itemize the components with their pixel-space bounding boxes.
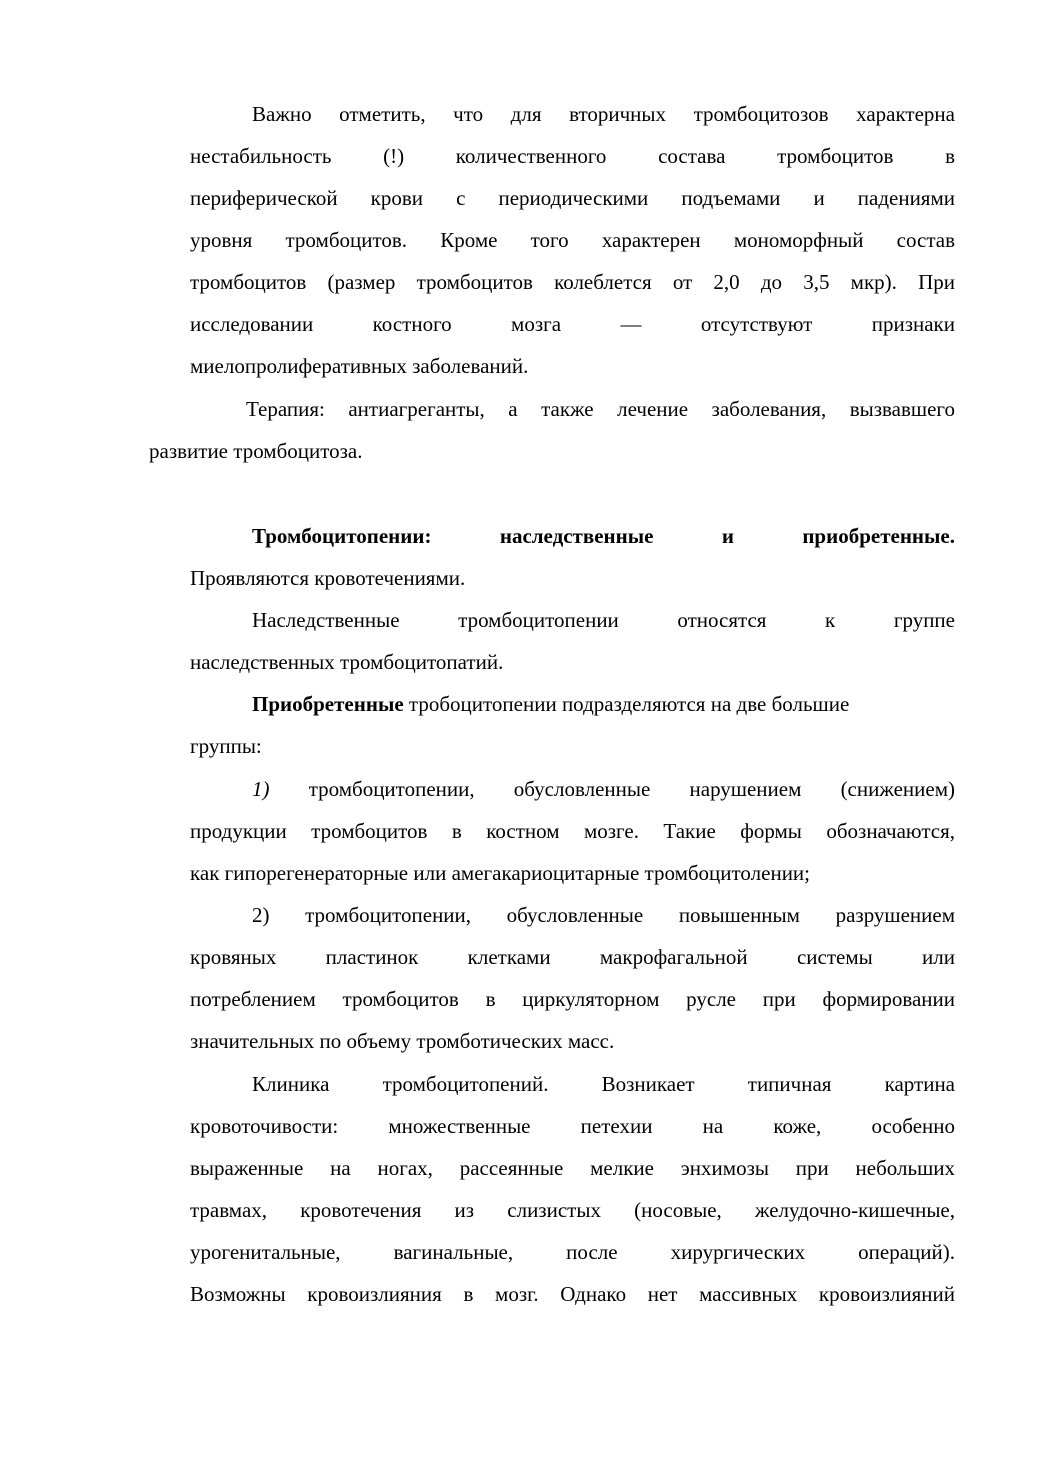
paragraph-manifestation-line: Проявляются кровотечениями. xyxy=(190,566,466,590)
paragraph-acquired-line: группы: xyxy=(190,734,262,758)
list-item-one-line: как гипорегенераторные или амегакариоцитарные тромбоцитолении; xyxy=(190,861,811,885)
paragraph-secondary-thrombocytosis-line: нестабильность (!) количественного состава тромбоцитов в xyxy=(190,144,955,168)
list-item-two-line: значительных по объему тромботических масс. xyxy=(190,1029,615,1053)
paragraph-secondary-thrombocytosis-line: исследовании костного мозга — отсутствуют признаки xyxy=(190,312,955,336)
paragraph-secondary-thrombocytosis-line: тромбоцитов (размер тромбоцитов колеблется от 2,0 до 3,5 мкр). При xyxy=(190,270,955,294)
list-item-two-line: 2) тромбоцитопении, обусловленные повышенным разрушением xyxy=(252,903,955,927)
paragraph-clinic-line: травмах, кровотечения из слизистых (носовые, желудочно-кишечные, xyxy=(190,1198,955,1222)
list-item-two-line: кровяных пластинок клетками макрофагальной системы или xyxy=(190,945,955,969)
section-heading-thrombocytopenia: Тромбоцитопении: наследственные и приобретенные. xyxy=(252,524,955,548)
list-item-one-text: тромбоцитопении, обусловленные нарушением (снижением) xyxy=(269,777,955,801)
list-item-one-line xyxy=(252,775,955,803)
paragraph-hereditary-line: наследственных тромбоцитопатий. xyxy=(190,650,504,674)
paragraph-therapy-line: развитие тромбоцитоза. xyxy=(149,439,363,463)
paragraph-hereditary-line: Наследственные тромбоцитопении относятся к группе xyxy=(252,608,955,632)
paragraph-secondary-thrombocytosis-line: уровня тромбоцитов. Кроме того характерен мономорфный состав xyxy=(190,228,955,252)
paragraph-therapy-line: Терапия: антиагреганты, а также лечение заболевания, вызвавшего xyxy=(246,397,955,421)
paragraph-clinic-line: урогенитальные, вагинальные, после хирургических операций). xyxy=(190,1240,955,1264)
paragraph-clinic-line: Клиника тромбоцитопений. Возникает типичная картина xyxy=(252,1072,955,1096)
paragraph-secondary-thrombocytosis-line: Важно отметить, что для вторичных тромбоцитозов характерна xyxy=(252,102,955,126)
paragraph-secondary-thrombocytosis-line: миелопролиферативных заболеваний. xyxy=(190,354,529,378)
paragraph-acquired-line xyxy=(252,690,849,718)
acquired-line-text: тробоцитопении подразделяются на две большие xyxy=(403,692,850,716)
list-item-two-line: потреблением тромбоцитов в циркуляторном русле при формировании xyxy=(190,987,955,1011)
acquired-bold-term: Приобретенные xyxy=(252,692,404,716)
paragraph-secondary-thrombocytosis-line: периферической крови с периодическими подъемами и падениями xyxy=(190,186,955,210)
list-marker-one: 1) xyxy=(252,777,270,801)
paragraph-clinic-line: кровоточивости: множественные петехии на коже, особенно xyxy=(190,1114,955,1138)
paragraph-clinic-line: выраженные на ногах, рассеянные мелкие энхимозы при небольших xyxy=(190,1156,955,1180)
list-item-one-line: продукции тромбоцитов в костном мозге. Такие формы обозначаются, xyxy=(190,819,955,843)
paragraph-clinic-line: Возможны кровоизлияния в мозг. Однако нет массивных кровоизлияний xyxy=(190,1282,955,1306)
